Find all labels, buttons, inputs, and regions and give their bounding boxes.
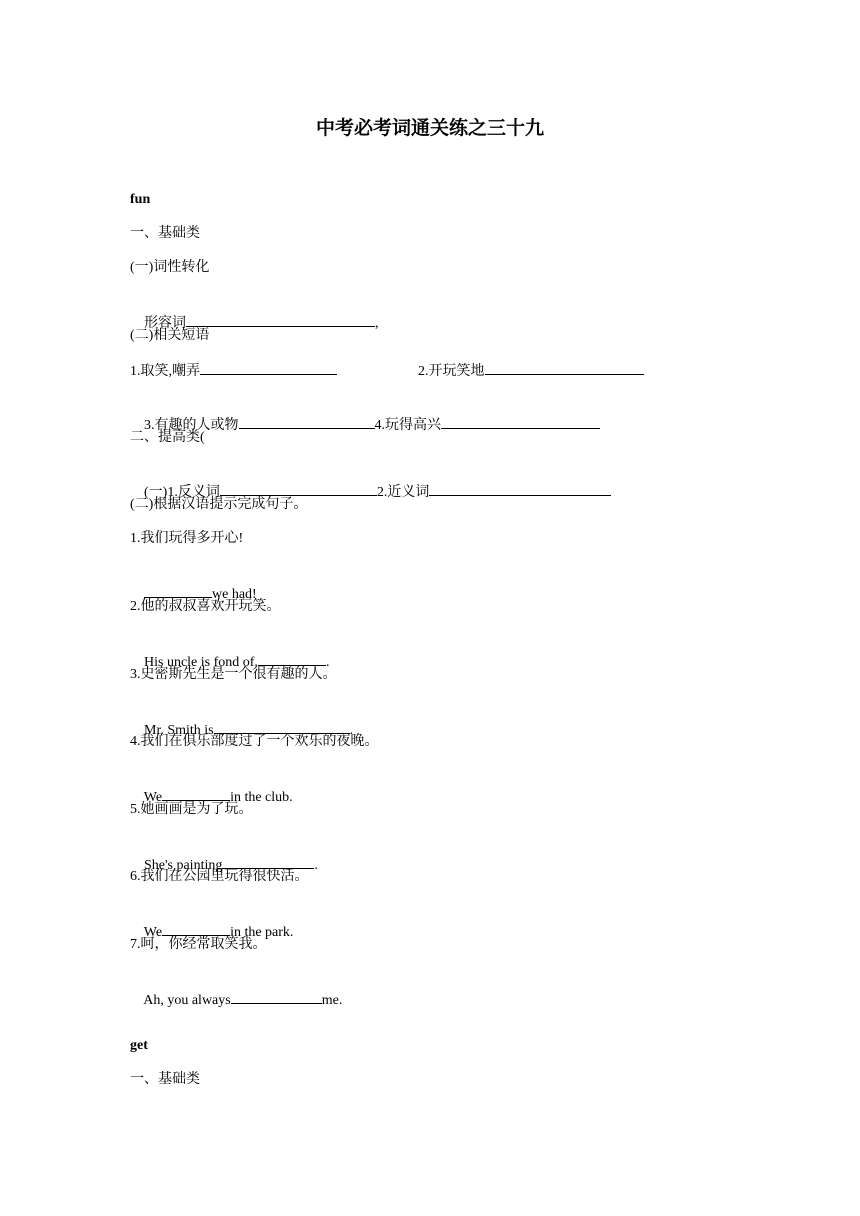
section-advanced: 二、提高类(	[130, 430, 205, 445]
subsection-complete: (二)根据汉语提示完成句子。	[130, 497, 308, 512]
answer-blank[interactable]	[239, 414, 375, 429]
question-1-chinese: 1.我们玩得多开心!	[130, 531, 244, 546]
question-2-english: His uncle is fond of. .	[130, 631, 329, 693]
answer-blank[interactable]	[162, 921, 230, 936]
answer-blank[interactable]	[231, 989, 322, 1004]
question-5-chinese: 5.她画画是为了玩。	[130, 802, 253, 817]
answer-blank[interactable]	[258, 651, 326, 666]
phrase-item-2: 2.开玩笑地	[418, 360, 644, 382]
answer-blank[interactable]	[441, 414, 600, 429]
answer-blank[interactable]	[429, 481, 611, 496]
section-basic: 一、基础类	[130, 226, 200, 241]
answer-blank[interactable]	[220, 481, 377, 496]
adjective-tail: ,	[375, 316, 379, 331]
page-title: 中考必考词通关练之三十九	[315, 117, 544, 139]
question-5-english: She's painting .	[130, 834, 318, 896]
word-heading-fun: fun	[130, 192, 151, 207]
question-7-chinese: 7.呵，你经常取笑我。	[130, 937, 267, 952]
answer-blank[interactable]	[144, 583, 212, 598]
word-heading-get: get	[130, 1038, 148, 1053]
answer-blank[interactable]	[485, 360, 644, 375]
phrase-item-3: 3.有趣的人或物	[144, 418, 239, 433]
phrase-item-1: 1.取笑,嘲弄	[130, 360, 337, 382]
phrase-row-1	[130, 360, 730, 380]
question-3-english: Mr. Smith is .	[130, 699, 353, 761]
phrase-item-4: 4.玩得高兴	[374, 418, 441, 433]
synonym-label: 2.近义词	[376, 485, 430, 500]
question-4-english: We in the club.	[130, 766, 293, 828]
question-6-english: We in the park.	[130, 901, 293, 963]
question-3-chinese: 3.史密斯先生是一个很有趣的人。	[130, 667, 337, 682]
subsection-phrases: (二)相关短语	[130, 328, 210, 343]
subsection-pos-change: (一)词性转化	[130, 260, 210, 275]
question-7-english: Ah, you always me.	[130, 969, 342, 1031]
section-basic-get: 一、基础类	[130, 1072, 200, 1087]
answer-blank[interactable]	[186, 312, 375, 327]
question-6-chinese: 6.我们在公园里玩得很快活。	[130, 869, 309, 884]
adjective-label: 形容词	[144, 316, 186, 331]
question-2-chinese: 2.他的叔叔喜欢开玩笑。	[130, 599, 281, 614]
question-1-english: we had!	[130, 563, 257, 625]
answer-blank[interactable]	[162, 786, 230, 801]
answer-blank[interactable]	[200, 360, 337, 375]
antonym-label: (一)1.反义词	[144, 485, 220, 500]
question-4-chinese: 4.我们在俱乐部度过了一个欢乐的夜晚。	[130, 734, 379, 749]
